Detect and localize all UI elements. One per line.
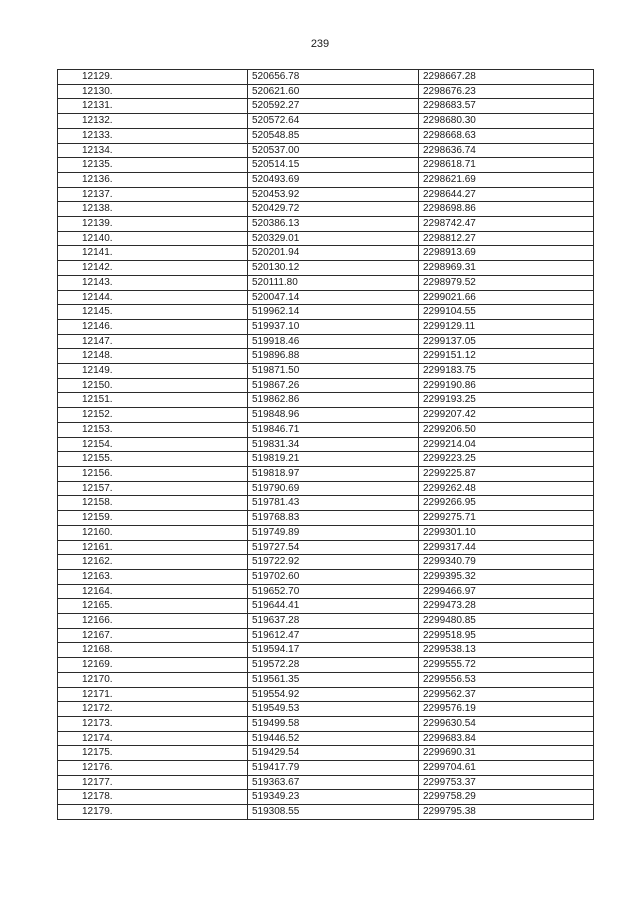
point-number-cell: 12138. — [58, 202, 248, 217]
y-coordinate-cell: 2299262.48 — [419, 481, 594, 496]
table-row — [58, 246, 594, 261]
y-coordinate-cell: 2299795.38 — [419, 805, 594, 820]
x-coordinate-cell: 519727.54 — [248, 540, 419, 555]
y-coordinate-cell: 2298668.63 — [419, 128, 594, 143]
x-coordinate-cell: 519549.53 — [248, 702, 419, 717]
x-coordinate-cell: 519781.43 — [248, 496, 419, 511]
table-row — [58, 437, 594, 452]
y-coordinate-cell: 2299301.10 — [419, 525, 594, 540]
y-coordinate-cell: 2298676.23 — [419, 84, 594, 99]
point-number-cell: 12156. — [58, 466, 248, 481]
x-coordinate-cell: 519722.92 — [248, 555, 419, 570]
table-row — [58, 364, 594, 379]
table-row — [58, 496, 594, 511]
table-row — [58, 481, 594, 496]
point-number-cell: 12159. — [58, 511, 248, 526]
y-coordinate-cell: 2299183.75 — [419, 364, 594, 379]
table-row — [58, 761, 594, 776]
point-number-cell: 12149. — [58, 364, 248, 379]
table-row — [58, 452, 594, 467]
point-number-cell: 12166. — [58, 614, 248, 629]
x-coordinate-cell: 519962.14 — [248, 305, 419, 320]
x-coordinate-cell: 520572.64 — [248, 114, 419, 129]
point-number-cell: 12144. — [58, 290, 248, 305]
y-coordinate-cell: 2299753.37 — [419, 775, 594, 790]
table-row — [58, 334, 594, 349]
table-row — [58, 805, 594, 820]
point-number-cell: 12134. — [58, 143, 248, 158]
y-coordinate-cell: 2298913.69 — [419, 246, 594, 261]
y-coordinate-cell: 2299555.72 — [419, 658, 594, 673]
point-number-cell: 12171. — [58, 687, 248, 702]
x-coordinate-cell: 519818.97 — [248, 466, 419, 481]
point-number-cell: 12165. — [58, 599, 248, 614]
x-coordinate-cell: 519862.86 — [248, 393, 419, 408]
point-number-cell: 12170. — [58, 672, 248, 687]
y-coordinate-cell: 2299630.54 — [419, 716, 594, 731]
x-coordinate-cell: 520201.94 — [248, 246, 419, 261]
point-number-cell: 12145. — [58, 305, 248, 320]
table-row — [58, 614, 594, 629]
y-coordinate-cell: 2299137.05 — [419, 334, 594, 349]
table-row — [58, 187, 594, 202]
point-number-cell: 12174. — [58, 731, 248, 746]
point-number-cell: 12136. — [58, 172, 248, 187]
point-number-cell: 12147. — [58, 334, 248, 349]
table-row — [58, 70, 594, 85]
x-coordinate-cell: 519572.28 — [248, 658, 419, 673]
x-coordinate-cell: 519612.47 — [248, 628, 419, 643]
table-row — [58, 540, 594, 555]
point-number-cell: 12158. — [58, 496, 248, 511]
x-coordinate-cell: 520493.69 — [248, 172, 419, 187]
point-number-cell: 12175. — [58, 746, 248, 761]
y-coordinate-cell: 2299683.84 — [419, 731, 594, 746]
x-coordinate-cell: 519417.79 — [248, 761, 419, 776]
table-row — [58, 128, 594, 143]
point-number-cell: 12132. — [58, 114, 248, 129]
table-row — [58, 599, 594, 614]
y-coordinate-cell: 2299556.53 — [419, 672, 594, 687]
coordinates-table — [57, 69, 594, 820]
y-coordinate-cell: 2298636.74 — [419, 143, 594, 158]
x-coordinate-cell: 519429.54 — [248, 746, 419, 761]
y-coordinate-cell: 2299473.28 — [419, 599, 594, 614]
table-row — [58, 643, 594, 658]
point-number-cell: 12164. — [58, 584, 248, 599]
point-number-cell: 12177. — [58, 775, 248, 790]
x-coordinate-cell: 519937.10 — [248, 319, 419, 334]
table-row — [58, 143, 594, 158]
point-number-cell: 12162. — [58, 555, 248, 570]
point-number-cell: 12142. — [58, 261, 248, 276]
y-coordinate-cell: 2299266.95 — [419, 496, 594, 511]
y-coordinate-cell: 2299021.66 — [419, 290, 594, 305]
y-coordinate-cell: 2299317.44 — [419, 540, 594, 555]
x-coordinate-cell: 520656.78 — [248, 70, 419, 85]
y-coordinate-cell: 2298680.30 — [419, 114, 594, 129]
y-coordinate-cell: 2299690.31 — [419, 746, 594, 761]
point-number-cell: 12154. — [58, 437, 248, 452]
x-coordinate-cell: 519644.41 — [248, 599, 419, 614]
x-coordinate-cell: 520111.80 — [248, 275, 419, 290]
table-row — [58, 716, 594, 731]
y-coordinate-cell: 2299480.85 — [419, 614, 594, 629]
table-row — [58, 231, 594, 246]
x-coordinate-cell: 520329.01 — [248, 231, 419, 246]
table-row — [58, 172, 594, 187]
x-coordinate-cell: 519363.67 — [248, 775, 419, 790]
point-number-cell: 12148. — [58, 349, 248, 364]
point-number-cell: 12172. — [58, 702, 248, 717]
point-number-cell: 12176. — [58, 761, 248, 776]
x-coordinate-cell: 519554.92 — [248, 687, 419, 702]
x-coordinate-cell: 520537.00 — [248, 143, 419, 158]
point-number-cell: 12129. — [58, 70, 248, 85]
point-number-cell: 12152. — [58, 408, 248, 423]
point-number-cell: 12161. — [58, 540, 248, 555]
x-coordinate-cell: 519637.28 — [248, 614, 419, 629]
table-row — [58, 511, 594, 526]
y-coordinate-cell: 2298621.69 — [419, 172, 594, 187]
y-coordinate-cell: 2299104.55 — [419, 305, 594, 320]
y-coordinate-cell: 2299151.12 — [419, 349, 594, 364]
coordinates-table-body — [58, 70, 594, 820]
point-number-cell: 12139. — [58, 217, 248, 232]
point-number-cell: 12137. — [58, 187, 248, 202]
x-coordinate-cell: 519594.17 — [248, 643, 419, 658]
y-coordinate-cell: 2299538.13 — [419, 643, 594, 658]
y-coordinate-cell: 2299223.25 — [419, 452, 594, 467]
point-number-cell: 12133. — [58, 128, 248, 143]
table-row — [58, 261, 594, 276]
table-row — [58, 114, 594, 129]
x-coordinate-cell: 519819.21 — [248, 452, 419, 467]
table-row — [58, 584, 594, 599]
point-number-cell: 12143. — [58, 275, 248, 290]
table-row — [58, 525, 594, 540]
x-coordinate-cell: 519867.26 — [248, 378, 419, 393]
x-coordinate-cell: 520621.60 — [248, 84, 419, 99]
table-row — [58, 555, 594, 570]
point-number-cell: 12169. — [58, 658, 248, 673]
y-coordinate-cell: 2298644.27 — [419, 187, 594, 202]
y-coordinate-cell: 2298698.86 — [419, 202, 594, 217]
x-coordinate-cell: 520429.72 — [248, 202, 419, 217]
x-coordinate-cell: 519652.70 — [248, 584, 419, 599]
table-row — [58, 158, 594, 173]
point-number-cell: 12160. — [58, 525, 248, 540]
x-coordinate-cell: 519702.60 — [248, 569, 419, 584]
y-coordinate-cell: 2298979.52 — [419, 275, 594, 290]
y-coordinate-cell: 2299466.97 — [419, 584, 594, 599]
x-coordinate-cell: 520047.14 — [248, 290, 419, 305]
y-coordinate-cell: 2299518.95 — [419, 628, 594, 643]
x-coordinate-cell: 519499.58 — [248, 716, 419, 731]
table-row — [58, 408, 594, 423]
x-coordinate-cell: 519749.89 — [248, 525, 419, 540]
point-number-cell: 12151. — [58, 393, 248, 408]
table-row — [58, 658, 594, 673]
point-number-cell: 12173. — [58, 716, 248, 731]
x-coordinate-cell: 519561.35 — [248, 672, 419, 687]
point-number-cell: 12178. — [58, 790, 248, 805]
point-number-cell: 12150. — [58, 378, 248, 393]
table-row — [58, 275, 594, 290]
x-coordinate-cell: 520130.12 — [248, 261, 419, 276]
x-coordinate-cell: 519768.83 — [248, 511, 419, 526]
y-coordinate-cell: 2299562.37 — [419, 687, 594, 702]
table-row — [58, 393, 594, 408]
table-row — [58, 290, 594, 305]
x-coordinate-cell: 519790.69 — [248, 481, 419, 496]
table-row — [58, 217, 594, 232]
point-number-cell: 12163. — [58, 569, 248, 584]
y-coordinate-cell: 2299225.87 — [419, 466, 594, 481]
table-row — [58, 422, 594, 437]
y-coordinate-cell: 2299758.29 — [419, 790, 594, 805]
x-coordinate-cell: 519896.88 — [248, 349, 419, 364]
point-number-cell: 12168. — [58, 643, 248, 658]
y-coordinate-cell: 2299206.50 — [419, 422, 594, 437]
table-row — [58, 672, 594, 687]
table-row — [58, 628, 594, 643]
table-row — [58, 687, 594, 702]
table-row — [58, 466, 594, 481]
table-row — [58, 99, 594, 114]
table-row — [58, 84, 594, 99]
table-row — [58, 775, 594, 790]
x-coordinate-cell: 519918.46 — [248, 334, 419, 349]
table-row — [58, 378, 594, 393]
point-number-cell: 12130. — [58, 84, 248, 99]
x-coordinate-cell: 520592.27 — [248, 99, 419, 114]
table-row — [58, 319, 594, 334]
x-coordinate-cell: 519446.52 — [248, 731, 419, 746]
y-coordinate-cell: 2298742.47 — [419, 217, 594, 232]
y-coordinate-cell: 2299576.19 — [419, 702, 594, 717]
y-coordinate-cell: 2299704.61 — [419, 761, 594, 776]
table-row — [58, 349, 594, 364]
table-row — [58, 790, 594, 805]
y-coordinate-cell: 2298812.27 — [419, 231, 594, 246]
table-row — [58, 202, 594, 217]
y-coordinate-cell: 2298969.31 — [419, 261, 594, 276]
y-coordinate-cell: 2299190.86 — [419, 378, 594, 393]
y-coordinate-cell: 2298667.28 — [419, 70, 594, 85]
table-row — [58, 731, 594, 746]
point-number-cell: 12146. — [58, 319, 248, 334]
point-number-cell: 12140. — [58, 231, 248, 246]
x-coordinate-cell: 519846.71 — [248, 422, 419, 437]
point-number-cell: 12157. — [58, 481, 248, 496]
y-coordinate-cell: 2299214.04 — [419, 437, 594, 452]
page-number: 239 — [310, 38, 330, 50]
point-number-cell: 12179. — [58, 805, 248, 820]
y-coordinate-cell: 2299340.79 — [419, 555, 594, 570]
table-row — [58, 305, 594, 320]
point-number-cell: 12167. — [58, 628, 248, 643]
x-coordinate-cell: 519349.23 — [248, 790, 419, 805]
table-row — [58, 569, 594, 584]
y-coordinate-cell: 2299193.25 — [419, 393, 594, 408]
y-coordinate-cell: 2299129.11 — [419, 319, 594, 334]
y-coordinate-cell: 2299395.32 — [419, 569, 594, 584]
y-coordinate-cell: 2298618.71 — [419, 158, 594, 173]
x-coordinate-cell: 520548.85 — [248, 128, 419, 143]
x-coordinate-cell: 519871.50 — [248, 364, 419, 379]
point-number-cell: 12141. — [58, 246, 248, 261]
x-coordinate-cell: 519831.34 — [248, 437, 419, 452]
y-coordinate-cell: 2299207.42 — [419, 408, 594, 423]
point-number-cell: 12153. — [58, 422, 248, 437]
point-number-cell: 12131. — [58, 99, 248, 114]
x-coordinate-cell: 520453.92 — [248, 187, 419, 202]
x-coordinate-cell: 520514.15 — [248, 158, 419, 173]
table-row — [58, 702, 594, 717]
x-coordinate-cell: 519848.96 — [248, 408, 419, 423]
point-number-cell: 12135. — [58, 158, 248, 173]
point-number-cell: 12155. — [58, 452, 248, 467]
y-coordinate-cell: 2298683.57 — [419, 99, 594, 114]
table-row — [58, 746, 594, 761]
y-coordinate-cell: 2299275.71 — [419, 511, 594, 526]
x-coordinate-cell: 519308.55 — [248, 805, 419, 820]
x-coordinate-cell: 520386.13 — [248, 217, 419, 232]
